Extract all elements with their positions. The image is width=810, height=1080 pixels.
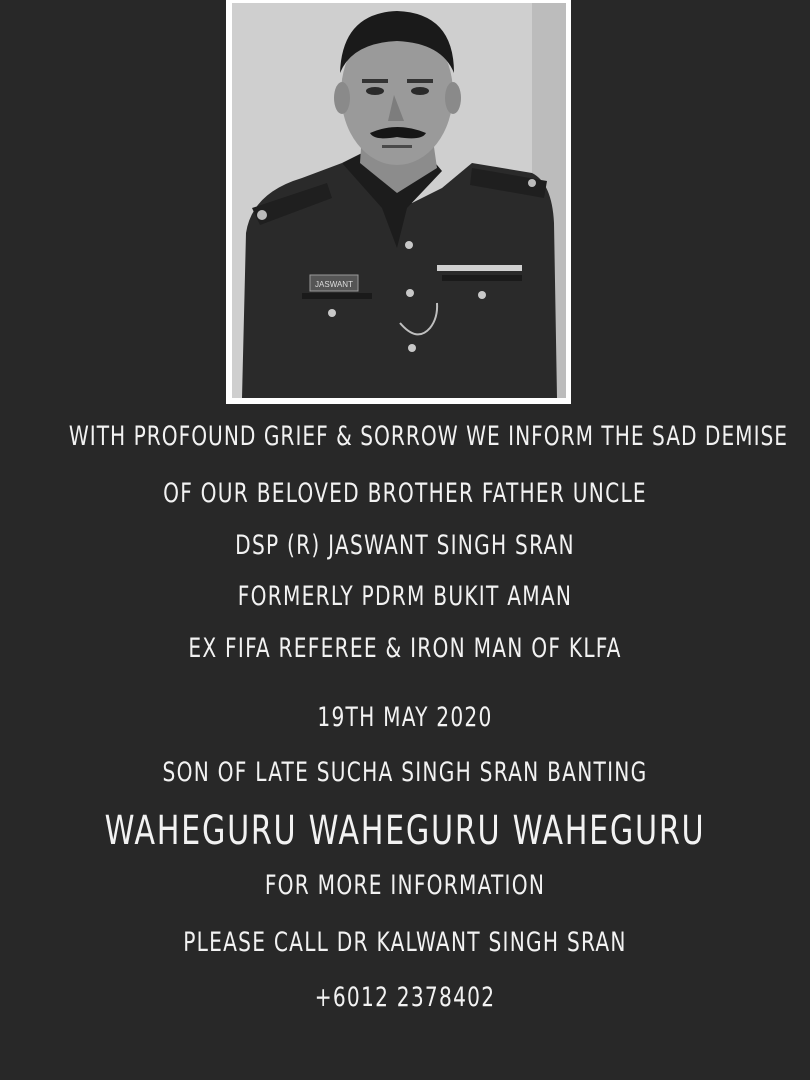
- phone-number: +6012 2378402: [314, 982, 496, 1013]
- photo-name-tag: JASWANT: [315, 280, 353, 289]
- parentage-line: SON OF LATE SUCHA SINGH SRAN BANTING: [162, 757, 648, 788]
- portrait-photo-image: [232, 3, 566, 398]
- deceased-name: DSP (R) JASWANT SINGH SRAN: [235, 530, 575, 561]
- prayer-line: WAHEGURU WAHEGURU WAHEGURU: [104, 808, 706, 854]
- portrait-photo: [232, 3, 566, 398]
- contact-person-line: PLEASE CALL DR KALWANT SINGH SRAN: [183, 927, 627, 958]
- portrait-photo-frame: [226, 0, 571, 404]
- former-position-line: FORMERLY PDRM BUKIT AMAN: [237, 581, 573, 612]
- more-info-line: FOR MORE INFORMATION: [264, 870, 546, 901]
- grief-announcement-line: WITH PROFOUND GRIEF & SORROW WE INFORM THE SAD DEMISE: [68, 421, 789, 452]
- date-of-demise: 19TH MAY 2020: [317, 702, 493, 733]
- relation-line: OF OUR BELOVED BROTHER FATHER UNCLE: [163, 478, 647, 509]
- honors-line: EX FIFA REFEREE & IRON MAN OF KLFA: [188, 633, 622, 664]
